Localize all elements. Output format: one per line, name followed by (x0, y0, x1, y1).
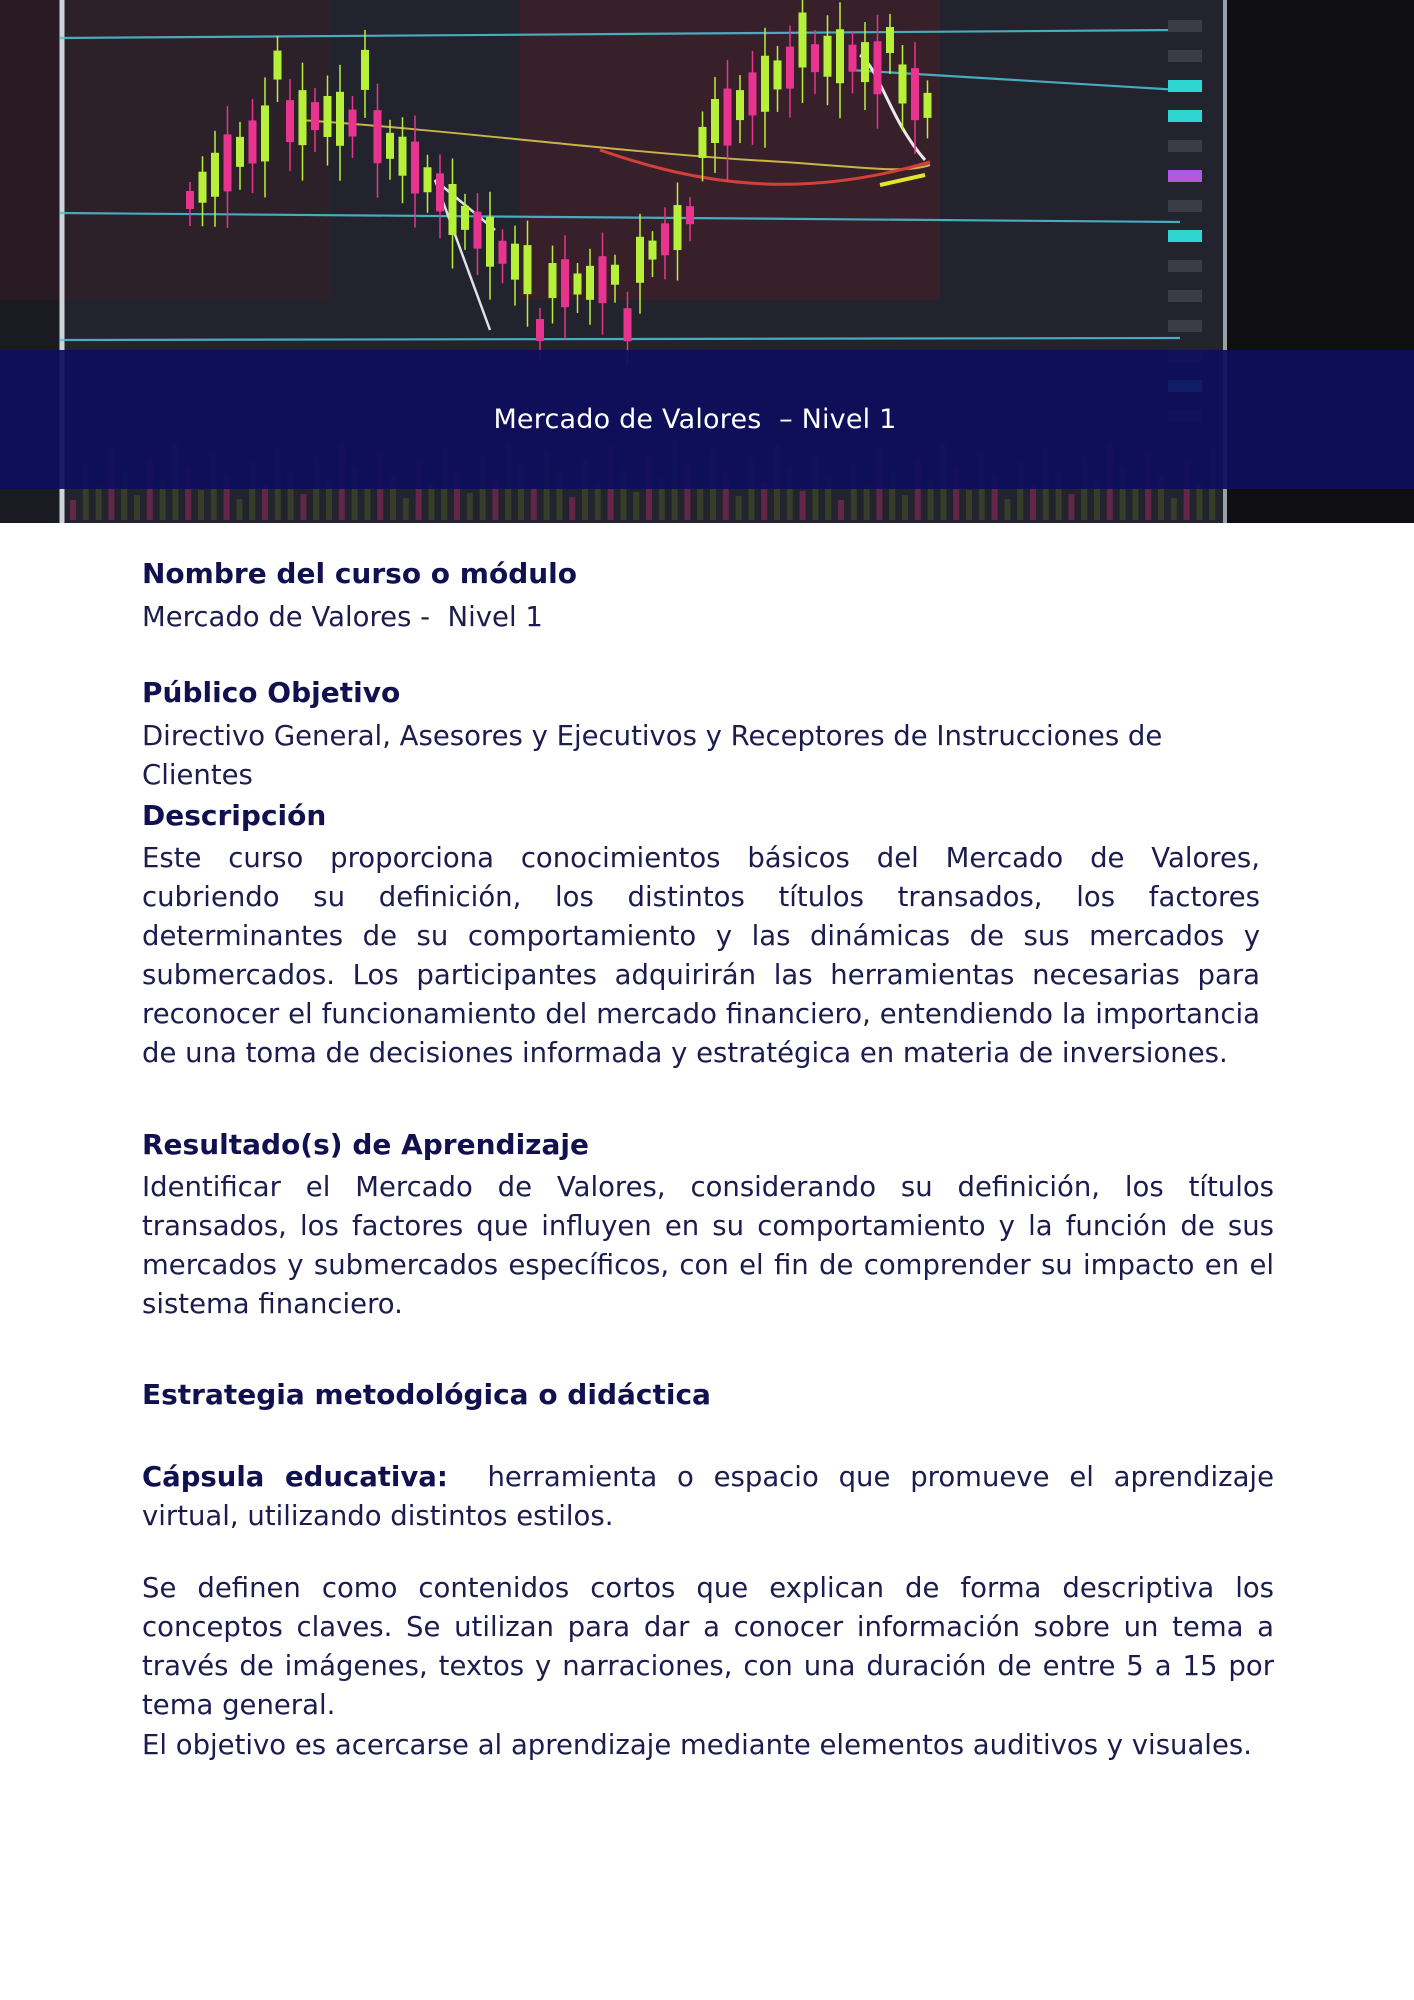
strategy-paragraph-2-text: El objetivo es acercarse al aprendizaje mediante elementos auditivos y visuales. (142, 1729, 1252, 1761)
candle-body (686, 206, 694, 224)
price-label (1168, 140, 1202, 152)
section-outcomes (142, 1126, 1283, 1324)
candle-body (874, 41, 882, 94)
candle-body (624, 308, 632, 341)
candle-body (311, 102, 319, 130)
section-description (142, 797, 1269, 1073)
volume-bar (697, 487, 703, 520)
course-name-text: Mercado de Valores - Nivel 1 (142, 601, 543, 633)
candle-body (424, 167, 432, 192)
volume-bar (569, 497, 575, 520)
candle-body (499, 241, 507, 264)
volume-bar (531, 488, 537, 520)
candle-body (699, 127, 707, 158)
candle-body (349, 110, 357, 137)
candle-body (436, 173, 444, 211)
price-label (1168, 80, 1202, 92)
candle-body (274, 51, 282, 80)
section-course-name (142, 555, 1274, 637)
candle-body (511, 244, 519, 280)
candle-body (924, 93, 932, 118)
strategy-paragraph-2 (142, 1726, 1274, 1765)
candle-body (236, 137, 244, 167)
candle-body (611, 265, 619, 285)
description-heading: Descripción (142, 799, 327, 832)
volume-bar (1196, 484, 1202, 520)
volume-bar (364, 489, 370, 520)
candle-body (249, 120, 257, 163)
candle-body (849, 45, 857, 72)
candle-body (186, 191, 194, 209)
candle-body (261, 105, 269, 161)
capsule-paragraph (142, 1458, 1283, 1536)
volume-bar (403, 498, 409, 520)
volume-bar (134, 495, 140, 520)
candle-body (524, 245, 532, 294)
candle-body (199, 172, 207, 203)
candle-body (461, 206, 469, 230)
candle-body (736, 90, 744, 120)
price-label (1168, 20, 1202, 32)
price-label (1168, 290, 1202, 302)
strategy-paragraph-1 (142, 1569, 1283, 1725)
volume-bar (300, 494, 306, 520)
section-audience (142, 674, 1274, 795)
candle-body (799, 13, 807, 68)
course-name-heading: Nombre del curso o módulo (142, 557, 578, 590)
strategy-paragraph-1-text: Se definen como contenidos cortos que explican de forma descriptiva los conceptos claves. Se utilizan para dar a conocer información sobre un tema a través de imágenes, textos y narraciones, con una duración de entre 5 a 15 por tema general. (142, 1572, 1283, 1721)
candle-body (824, 36, 832, 77)
volume-bar (262, 485, 268, 520)
candle-body (399, 137, 407, 176)
candle-body (361, 50, 369, 90)
candle-body (899, 64, 907, 103)
audience-text: Directivo General, Asesores y Ejecutivos y Receptores de Instrucciones de Clientes (142, 720, 1172, 791)
candle-body (211, 153, 219, 197)
candle-body (786, 47, 794, 89)
candle-body (861, 42, 869, 82)
candle-body (486, 217, 494, 267)
candle-body (674, 205, 682, 250)
hero-banner (0, 0, 1414, 523)
volume-bar (838, 500, 844, 520)
price-label (1168, 200, 1202, 212)
volume-bar (1004, 499, 1010, 520)
candle-body (561, 259, 569, 307)
volume-bar (864, 486, 870, 520)
candle-body (336, 92, 344, 146)
candle-body (324, 96, 332, 137)
candle-body (386, 133, 394, 159)
volume-bar (428, 484, 434, 520)
strategy-heading: Estrategia metodológica o didáctica (142, 1378, 711, 1411)
candle-body (749, 72, 757, 115)
candle-body (661, 223, 669, 255)
outcomes-heading: Resultado(s) de Aprendizaje (142, 1128, 589, 1161)
candle-body (811, 44, 819, 72)
price-label (1168, 110, 1202, 122)
candle-body (724, 89, 732, 146)
price-label (1168, 320, 1202, 332)
volume-bar (1068, 494, 1074, 520)
candle-body (474, 212, 482, 249)
capsule-label: Cápsula educativa: (142, 1461, 448, 1493)
candle-body (449, 184, 457, 235)
candle-body (536, 319, 544, 341)
volume-bar (70, 500, 76, 520)
candle-body (586, 266, 594, 300)
volume-bar (198, 490, 204, 520)
candle-body (911, 68, 919, 120)
candle-body (411, 142, 419, 194)
volume-bar (467, 493, 473, 520)
candle-body (549, 263, 557, 298)
candle-body (761, 56, 769, 112)
candle-body (574, 273, 582, 294)
volume-bar (236, 499, 242, 520)
volume-bar (966, 490, 972, 520)
section-strategy (142, 1376, 1274, 1414)
description-text: Este curso proporciona conocimientos básicos del Mercado de Valores, cubriendo su definición, los distintos títulos transados, los factores determinantes de su comportamiento y las dinámicas de sus mercados y submercados. Los participantes adquirirán las herramientas necesarias para reconocer el funcionamiento del mercado financiero, entendiendo la importancia de una toma de decisiones informada y estratégica en materia de inversiones. (142, 842, 1269, 1069)
volume-bar (96, 486, 102, 520)
volume-bar (800, 491, 806, 520)
candle-body (224, 134, 232, 191)
candle-body (286, 100, 294, 142)
price-label (1168, 170, 1202, 182)
candle-body (649, 241, 657, 260)
hero-title: Mercado de Valores – Nivel 1 (493, 404, 897, 435)
capsule-text: herramienta o espacio que promueve el aprendizaje virtual, utilizando distintos estilos. (142, 1461, 1283, 1532)
audience-heading: Público Objetivo (142, 676, 401, 709)
candle-body (836, 29, 844, 83)
candle-body (886, 27, 894, 53)
candle-body (374, 110, 382, 163)
price-label (1168, 230, 1202, 242)
volume-bar (1171, 498, 1177, 520)
price-label (1168, 50, 1202, 62)
price-label (1168, 260, 1202, 272)
outcomes-text: Identificar el Mercado de Valores, considerando su definición, los títulos transados, los factores que influyen en su comportamiento y la función de sus mercados y submercados específicos, con el fin de comprender su impacto en el sistema financiero. (142, 1171, 1283, 1320)
volume-bar (633, 492, 639, 520)
candle-body (636, 237, 644, 283)
candle-body (774, 60, 782, 89)
volume-bar (736, 496, 742, 520)
volume-bar (1030, 485, 1036, 520)
candle-body (299, 90, 307, 145)
red-zone-left (0, 0, 330, 300)
candle-body (599, 256, 607, 303)
volume-bar (902, 495, 908, 520)
volume-bar (1132, 489, 1138, 520)
candle-body (711, 99, 719, 143)
